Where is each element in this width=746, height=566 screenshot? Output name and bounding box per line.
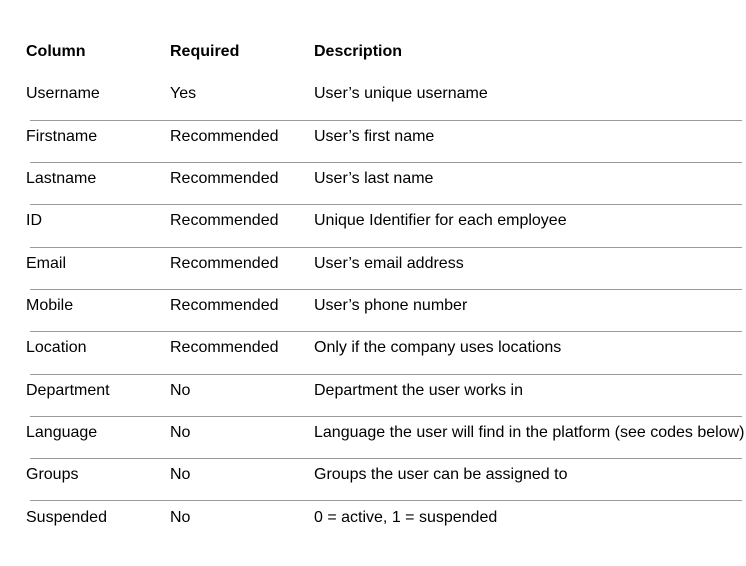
row-divider	[30, 289, 742, 290]
row-divider	[30, 374, 742, 375]
table-row-suspended	[0, 508, 746, 550]
row-divider	[30, 416, 742, 417]
cell-column: Language	[26, 424, 98, 441]
row-divider	[30, 331, 742, 332]
cell-column: Username	[26, 85, 100, 102]
cell-required: Recommended	[170, 255, 279, 272]
row-divider	[30, 458, 742, 459]
cell-required: Recommended	[170, 128, 279, 145]
cell-column: Suspended	[26, 509, 107, 526]
cell-required: No	[170, 509, 191, 526]
cell-required: No	[170, 424, 191, 441]
row-divider	[30, 500, 742, 501]
cell-description: User’s email address	[314, 255, 464, 272]
cell-description: 0 = active, 1 = suspended	[314, 509, 498, 526]
row-divider	[30, 162, 742, 163]
cell-column: Lastname	[26, 170, 97, 187]
header-column: Column	[26, 43, 86, 60]
cell-required: Recommended	[170, 297, 279, 314]
cell-description: Unique Identifier for each employee	[314, 212, 567, 229]
table-header-row	[0, 42, 746, 84]
row-divider	[30, 120, 742, 121]
cell-description: Only if the company uses locations	[314, 339, 562, 356]
cell-description: User’s unique username	[314, 85, 488, 102]
cell-column: Mobile	[26, 297, 74, 314]
cell-description: Groups the user can be assigned to	[314, 466, 568, 483]
cell-column: ID	[26, 212, 42, 229]
row-divider	[30, 247, 742, 248]
cell-column: Groups	[26, 466, 79, 483]
cell-required: Recommended	[170, 170, 279, 187]
cell-required: No	[170, 382, 191, 399]
cell-column: Firstname	[26, 128, 98, 145]
cell-description: User’s first name	[314, 128, 435, 145]
cell-column: Email	[26, 255, 67, 272]
cell-description: User’s last name	[314, 170, 434, 187]
cell-required: Yes	[170, 85, 197, 102]
cell-description: User’s phone number	[314, 297, 468, 314]
cell-column: Location	[26, 339, 87, 356]
cell-description: Language the user will find in the platform (see codes below)	[314, 424, 745, 441]
cell-required: Recommended	[170, 339, 279, 356]
header-required: Required	[170, 43, 240, 60]
cell-description: Department the user works in	[314, 382, 523, 399]
header-description: Description	[314, 43, 403, 60]
cell-required: Recommended	[170, 212, 279, 229]
row-divider	[30, 204, 742, 205]
cell-column: Department	[26, 382, 110, 399]
cell-required: No	[170, 466, 191, 483]
